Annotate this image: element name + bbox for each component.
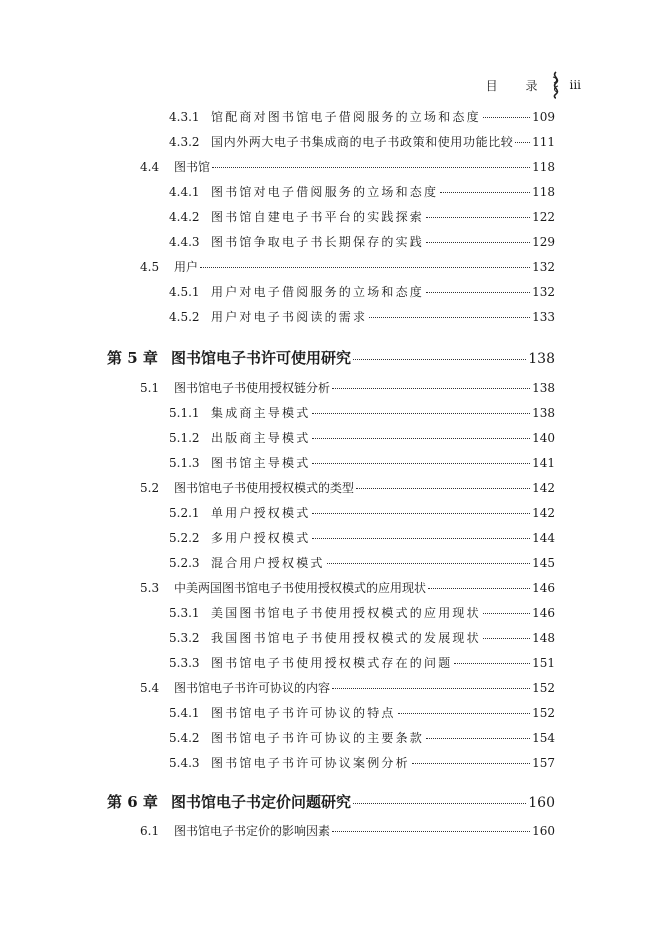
section-title: 单用户授权模式 <box>211 506 311 520</box>
dot-leader <box>200 267 530 268</box>
section-title: 美国图书馆电子书使用授权模式的应用现状 <box>211 606 481 620</box>
section-title: 混合用户授权模式 <box>211 556 325 570</box>
page-ref: 138 <box>532 406 555 420</box>
page-ref: 146 <box>532 581 555 595</box>
section-title: 用户对电子书阅读的需求 <box>211 310 368 324</box>
section-title: 图书馆主导模式 <box>211 456 311 470</box>
page-ref: 132 <box>532 260 555 274</box>
section-title: 多用户授权模式 <box>211 531 311 545</box>
toc-entry-5-3[interactable] <box>140 579 555 597</box>
section-number: 5.4.2 <box>169 731 200 745</box>
section-number: 5.3.1 <box>169 606 200 620</box>
section-title: 图书馆电子书许可协议的内容 <box>174 681 331 695</box>
section-title: 图书馆电子书许可协议的特点 <box>211 706 396 720</box>
chapter-title: 图书馆电子书定价问题研究 <box>171 793 352 811</box>
dot-leader <box>353 803 526 804</box>
dot-leader <box>412 763 530 764</box>
toc-entry-4-4-2[interactable] <box>169 208 555 226</box>
toc-entry-5-1[interactable] <box>140 379 555 397</box>
section-number: 5.2.1 <box>169 506 200 520</box>
section-title: 图书馆电子书使用授权模式的类型 <box>174 481 355 495</box>
toc-entry-5-4[interactable] <box>140 679 555 697</box>
section-title: 图书馆争取电子书长期保存的实践 <box>211 235 425 249</box>
section-title: 图书馆 <box>174 160 211 174</box>
section-number: 5.4.1 <box>169 706 200 720</box>
section-number: 5.3.2 <box>169 631 200 645</box>
page-ref: 154 <box>532 731 555 745</box>
page-ref: 141 <box>532 456 555 470</box>
page-ref: 160 <box>528 795 555 811</box>
page-ref: 111 <box>532 135 555 149</box>
toc-entry-5-1-2[interactable] <box>169 429 555 447</box>
chapter-title: 图书馆电子书许可使用研究 <box>171 349 352 367</box>
section-title: 图书馆电子书定价的影响因素 <box>174 824 331 838</box>
toc-entry-5-4-3[interactable] <box>169 754 555 772</box>
page-ref: 142 <box>532 481 555 495</box>
section-number: 5.4.3 <box>169 756 200 770</box>
dot-leader <box>356 488 530 489</box>
toc-entry-4-3-1[interactable] <box>169 108 555 126</box>
dot-leader <box>428 588 530 589</box>
running-header <box>486 70 581 100</box>
page-ref: 132 <box>532 285 555 299</box>
page-ref: 151 <box>532 656 555 670</box>
section-number: 5.2 <box>140 481 160 495</box>
dot-leader <box>212 167 530 168</box>
dot-leader <box>454 663 530 664</box>
toc-chapter-5[interactable] <box>107 347 555 369</box>
dot-leader <box>327 563 530 564</box>
dot-leader <box>483 638 530 639</box>
section-number: 4.3.1 <box>169 110 200 124</box>
section-number: 5.1.2 <box>169 431 200 445</box>
section-title: 我国图书馆电子书使用授权模式的发展现状 <box>211 631 481 645</box>
section-number: 4.4.1 <box>169 185 200 199</box>
toc-entry-5-3-1[interactable] <box>169 604 555 622</box>
page-ref: 118 <box>532 185 555 199</box>
toc-entry-5-1-3[interactable] <box>169 454 555 472</box>
dot-leader <box>312 438 530 439</box>
page-ref: 118 <box>532 160 555 174</box>
section-number: 5.1.3 <box>169 456 200 470</box>
toc-entry-4-4-1[interactable] <box>169 183 555 201</box>
toc-entry-4-4[interactable] <box>140 158 555 176</box>
page-ref: 146 <box>532 606 555 620</box>
page-ref: 160 <box>532 824 555 838</box>
ornament-icon <box>549 71 563 99</box>
section-number: 4.5.1 <box>169 285 200 299</box>
section-title: 图书馆自建电子书平台的实践探索 <box>211 210 425 224</box>
page-ref: 138 <box>532 381 555 395</box>
page-number: iii <box>569 78 581 92</box>
section-number: 5.3.3 <box>169 656 200 670</box>
toc-entry-5-4-2[interactable] <box>169 729 555 747</box>
section-title: 图书馆电子书许可协议的主要条款 <box>211 731 425 745</box>
section-number: 4.5.2 <box>169 310 200 324</box>
dot-leader <box>440 192 530 193</box>
section-number: 6.1 <box>140 824 160 838</box>
page-ref: 144 <box>532 531 555 545</box>
page-ref: 133 <box>532 310 555 324</box>
toc-entry-5-2-3[interactable] <box>169 554 555 572</box>
dot-leader <box>332 388 530 389</box>
dot-leader <box>426 738 530 739</box>
section-number: 5.4 <box>140 681 160 695</box>
section-number: 5.1.1 <box>169 406 200 420</box>
dot-leader <box>426 242 530 243</box>
page-ref: 109 <box>532 110 555 124</box>
page-ref: 138 <box>528 351 555 367</box>
toc-chapter-6[interactable] <box>107 791 555 813</box>
toc-entry-4-4-3[interactable] <box>169 233 555 251</box>
page-ref: 140 <box>532 431 555 445</box>
page-ref: 157 <box>532 756 555 770</box>
page-ref: 152 <box>532 706 555 720</box>
dot-leader <box>398 713 530 714</box>
section-title: 集成商主导模式 <box>211 406 311 420</box>
dot-leader <box>353 359 526 360</box>
chapter-number: 第 5 章 <box>107 349 158 367</box>
section-title: 图书馆电子书许可协议案例分析 <box>211 756 410 770</box>
section-number: 4.4.2 <box>169 210 200 224</box>
section-title: 国内外两大电子书集成商的电子书政策和使用功能比较 <box>211 135 514 149</box>
header-title: 目 录 <box>485 78 550 93</box>
section-number: 5.2.3 <box>169 556 200 570</box>
toc-entry-4-5-1[interactable] <box>169 283 555 301</box>
toc-entry-5-4-1[interactable] <box>169 704 555 722</box>
dot-leader <box>312 538 530 539</box>
dot-leader <box>369 317 530 318</box>
section-number: 4.5 <box>140 260 160 274</box>
section-title: 出版商主导模式 <box>211 431 311 445</box>
dot-leader <box>332 831 530 832</box>
section-title: 图书馆电子书使用授权模式存在的问题 <box>211 656 453 670</box>
toc-entry-5-2-2[interactable] <box>169 529 555 547</box>
page-ref: 122 <box>532 210 555 224</box>
page-ref: 142 <box>532 506 555 520</box>
section-title: 用户对电子借阅服务的立场和态度 <box>211 285 425 299</box>
page-ref: 129 <box>532 235 555 249</box>
toc-entry-4-5-2[interactable] <box>169 308 555 326</box>
dot-leader <box>312 413 530 414</box>
dot-leader <box>426 292 530 293</box>
toc-entry-6-1[interactable] <box>140 822 555 840</box>
dot-leader <box>312 463 530 464</box>
toc-entry-4-3-2[interactable] <box>169 133 555 151</box>
toc-entry-5-2-1[interactable] <box>169 504 555 522</box>
section-number: 4.4 <box>140 160 160 174</box>
section-number: 5.2.2 <box>169 531 200 545</box>
section-number: 5.1 <box>140 381 160 395</box>
section-number: 4.3.2 <box>169 135 200 149</box>
toc-entry-5-1-1[interactable] <box>169 404 555 422</box>
dot-leader <box>332 688 530 689</box>
dot-leader <box>483 613 530 614</box>
chapter-number: 第 6 章 <box>107 793 158 811</box>
page-ref: 148 <box>532 631 555 645</box>
section-title: 中美两国图书馆电子书使用授权模式的应用现状 <box>174 581 427 595</box>
page-ref: 145 <box>532 556 555 570</box>
toc-entry-5-3-2[interactable] <box>169 629 555 647</box>
section-title: 图书馆对电子借阅服务的立场和态度 <box>211 185 439 199</box>
dot-leader <box>312 513 530 514</box>
section-title: 馆配商对图书馆电子借阅服务的立场和态度 <box>211 110 481 124</box>
section-number: 4.4.3 <box>169 235 200 249</box>
toc-entry-5-3-3[interactable] <box>169 654 555 672</box>
section-title: 用户 <box>174 260 199 274</box>
toc-entry-5-2[interactable] <box>140 479 555 497</box>
dot-leader <box>515 142 530 143</box>
section-number: 5.3 <box>140 581 160 595</box>
page-ref: 152 <box>532 681 555 695</box>
dot-leader <box>483 117 530 118</box>
toc-entry-4-5[interactable] <box>140 258 555 276</box>
dot-leader <box>426 217 530 218</box>
section-title: 图书馆电子书使用授权链分析 <box>174 381 331 395</box>
